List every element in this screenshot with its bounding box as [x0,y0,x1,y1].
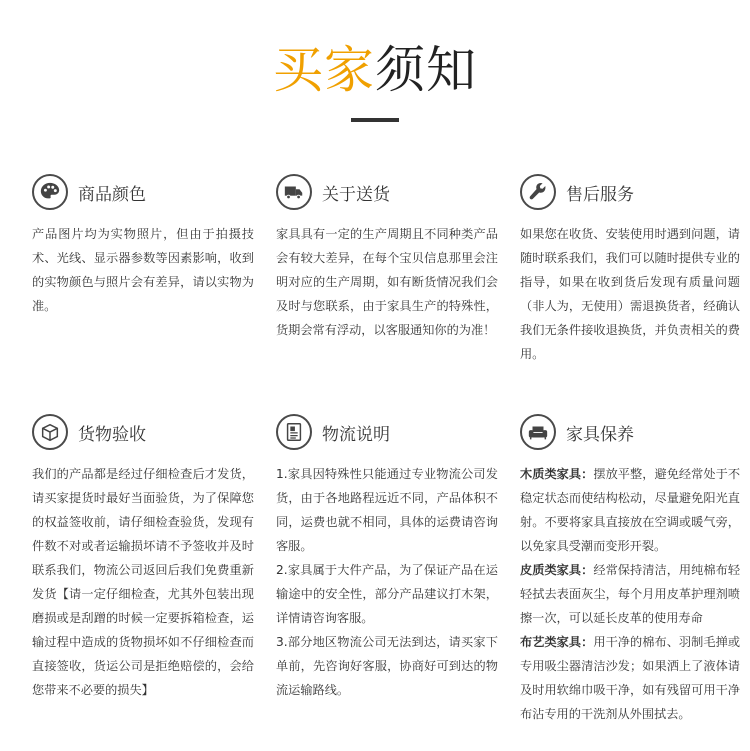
list-item: 1.家具因特殊性只能通过专业物流公司发货，由于各地路程远近不同，产品体积不同，运费也就不相同，具体的运费请咨询客服。 [276,467,498,553]
list-item: 2.家具属于大件产品，为了保证产品在运输途中的安全性，部分产品建议打木架，详情请咨询客服。 [276,563,498,625]
section-title: 货物验收 [78,424,146,445]
page-title [0,40,750,100]
care-label: 木质类家具： [520,467,594,481]
palette-icon [32,174,68,210]
care-text: 用干净的棉布、羽制毛掸或专用吸尘器清洁沙发；如果洒上了液体请及时用软绵巾吸干净，如有残留可用干净布沾专用的干洗剂从外围拭去。 [520,635,741,721]
page-title-accent: 买家 [273,41,375,99]
section-header [276,172,498,212]
page-title-rest: 须知 [375,41,477,99]
sofa-icon [520,414,556,450]
section-body [276,222,498,342]
section-body [32,462,254,702]
section-title: 关于送货 [322,184,390,205]
truck-icon [276,174,312,210]
section-header [520,412,740,452]
section-care [520,412,740,726]
section-title: 商品颜色 [78,184,146,205]
wrench-icon [520,174,556,210]
section-text: 产品图片均为实物照片，但由于拍摄技术、光线、显示器参数等因素影响，收到的实物颜色与照片会有差异，请以实物为准。 [32,227,254,313]
title-underline [351,118,399,122]
section-text: 家具具有一定的生产周期且不同种类产品会有较大差异，在每个宝贝信息那里会注明对应的生产周期，如有断货情况我们会及时与您联系，由于家具生产的特殊性，货期会常有浮动，以客服通知你的为准！ [276,227,498,337]
care-text: 摆放平整，避免经常处于不稳定状态而使结构松动，尽量避免阳光直射。不要将家具直接放在空调或暖气旁，以免家具受潮而变形开裂。 [520,467,741,553]
list-item: 3.部分地区物流公司无法到达，请买家下单前，先咨询好客服，协商好可到达的物流运输路线。 [276,635,498,697]
section-title: 售后服务 [566,184,634,205]
section-title: 家具保养 [566,424,634,445]
list-item [520,558,740,630]
section-aftersale [520,172,740,366]
care-label: 皮质类家具： [520,563,594,577]
section-body [520,222,740,366]
box-icon [32,414,68,450]
list-item [520,462,740,558]
section-body [276,462,498,702]
section-header [276,412,498,452]
section-header [32,172,254,212]
section-title: 物流说明 [322,424,390,445]
section-header [520,172,740,212]
care-label: 布艺类家具： [520,635,594,649]
section-text: 我们的产品都是经过仔细检查后才发货，请买家提货时最好当面验货，为了保障您的权益签收前，请仔细检查验货，发现有件数不对或者运输损坏请不予签收并及时联系我们，物流公司返回后我们免费重新发货【请一定仔细检查，尤其外包装出现磨损或是刮蹭的时候一定要拆箱检查，运输过程中造成的货物损坏如不仔细检查而直接签收，货运公司是拒绝赔偿的，会给您带来不必要的损失】 [32,467,254,697]
section-body [32,222,254,318]
section-body [520,462,740,726]
care-text: 经常保持清洁，用纯棉布轻轻拭去表面灰尘，每个月用皮革护理剂喷擦一次，可以延长皮革的使用寿命 [520,563,741,625]
section-color [32,172,254,318]
list-item [520,630,740,726]
section-logistics [276,412,498,702]
section-header [32,412,254,452]
section-text: 如果您在收货、安装使用时遇到问题，请随时联系我们，我们可以随时提供专业的指导，如果在收到货后发现有质量问题（非人为，无使用）需退换货者，经确认我们无条件接收退换货，并负责相关的费用。 [520,227,740,361]
section-shipping [276,172,498,342]
document-icon [276,414,312,450]
section-inspection [32,412,254,702]
